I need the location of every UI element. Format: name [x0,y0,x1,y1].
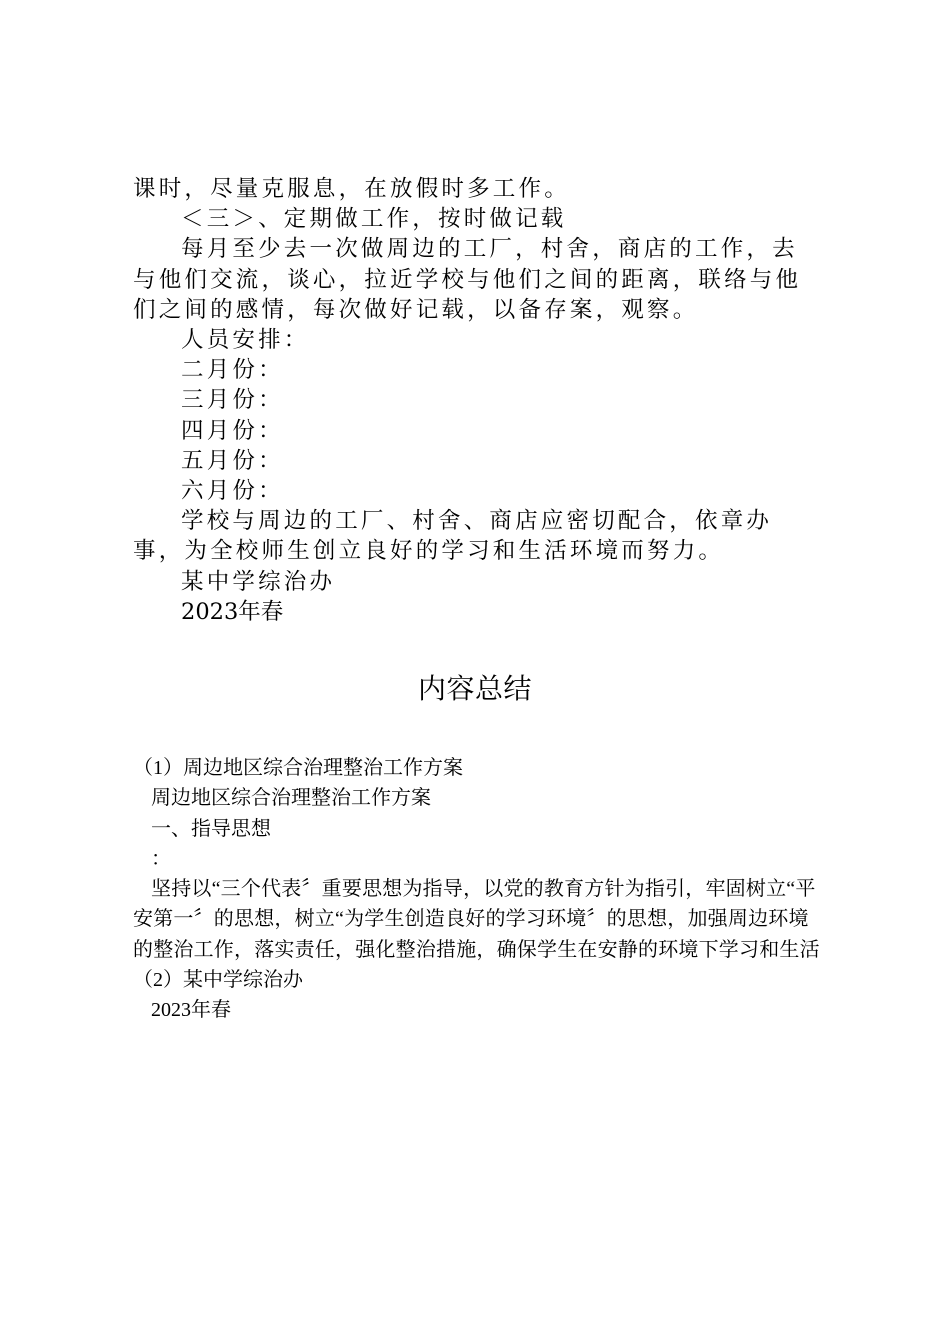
section-heading: ＜三＞、定期做工作，按时做记载 [181,206,567,233]
document-body [133,174,823,627]
summary-body [133,753,823,1026]
summary-plan-title: 周边地区综合治理整治工作方案 [151,787,431,810]
staffing-heading: 人员安排： [181,327,310,354]
month-item-june: 六月份： [181,478,284,505]
summary-item-2: （2）某中学综治办 [133,969,303,992]
body-paragraph: 每月至少去一次做周边的工厂，村舍，商店的工作，去与他们交流，谈心，拉近学校与他们之间的距离，联络与他们之间的感情，每次做好记载，以备存案，观察。 [133,236,802,323]
month-item-may: 五月份： [181,447,284,474]
summary-date: 2023年春 [151,999,231,1022]
body-line: 课时，尽量克服息，在放假时多工作。 [133,176,570,202]
signature-date: 2023年春 [181,598,284,625]
closing-paragraph: 学校与周边的工厂、村舍、商店应密切配合，依章办事，为全校师生创立良好的学习和生活环境而努力。 [133,508,773,565]
summary-item-1: （1）周边地区综合治理整治工作方案 [133,757,463,779]
summary-title: 内容总结 [417,674,532,705]
month-item-april: 四月份： [181,417,284,444]
signature-office: 某中学综治办 [181,568,336,595]
summary-paragraph: 坚持以“三个代表〞重要思想为指导，以党的教育方针为指引，牢固树立“平安第一〞的思想，树立“为学生创造良好的学习环境〞的思想，加强周边环境的整治工作，落实责任，强化整治措施，确保学生在安静的环境下学习和生活 [133,878,820,961]
summary-section-heading: 一、指导思想 [151,817,271,840]
month-item-march: 三月份： [181,387,284,414]
summary-colon: ： [151,847,171,870]
month-item-february: 二月份： [181,357,284,384]
